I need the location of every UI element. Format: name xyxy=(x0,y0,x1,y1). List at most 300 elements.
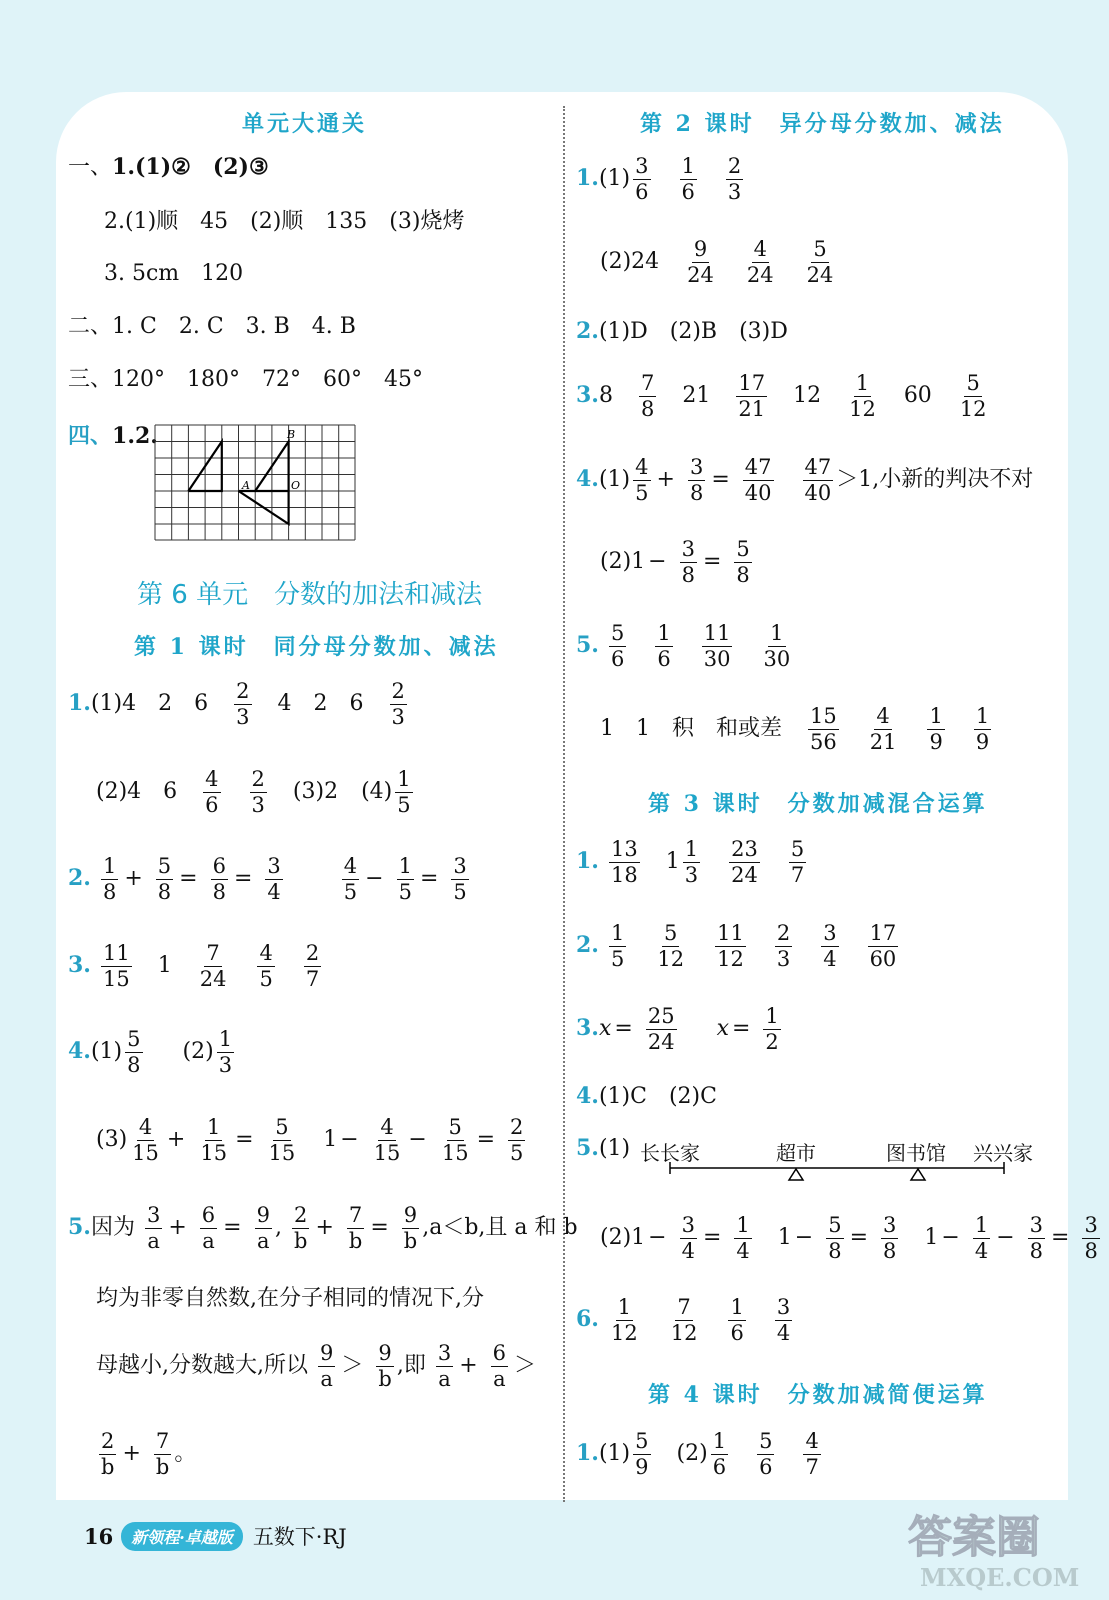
fraction xyxy=(255,1204,272,1252)
answer-text: ,即 xyxy=(396,1353,426,1379)
denominator: 8 xyxy=(102,879,117,904)
fraction xyxy=(868,922,899,970)
denominator: 8 xyxy=(640,396,655,421)
numerator: 1 xyxy=(398,854,412,878)
fraction xyxy=(757,1430,774,1478)
numerator: 7 xyxy=(348,1203,363,1227)
l2-answer-5b xyxy=(600,705,994,753)
fraction xyxy=(633,1430,650,1478)
denominator: 4 xyxy=(823,946,837,971)
numerator: 3 xyxy=(883,1213,897,1237)
numerator: 4 xyxy=(876,704,890,728)
fraction xyxy=(101,942,132,990)
section-title-unit-review: 单元大通关 xyxy=(242,111,368,137)
denominator: 12 xyxy=(657,946,685,971)
answer-text: 1 xyxy=(777,1225,792,1251)
numerator: 15 xyxy=(810,704,837,728)
answer-text: 。 xyxy=(174,1441,197,1467)
numerator: 5 xyxy=(127,1027,141,1051)
fraction xyxy=(927,705,944,753)
denominator: 12 xyxy=(717,946,744,971)
fraction xyxy=(372,1116,403,1164)
fraction xyxy=(821,922,838,970)
numerator: 4 xyxy=(259,941,273,965)
numerator: 3 xyxy=(635,154,649,178)
grid-label-a: A xyxy=(242,479,250,492)
denominator: 24 xyxy=(746,262,774,287)
numerator: 1 xyxy=(397,767,411,791)
numerator: 2 xyxy=(391,679,405,703)
q-num: 2. xyxy=(68,865,91,892)
fraction xyxy=(347,1204,364,1252)
denominator: 8 xyxy=(681,562,695,587)
book-label: 五数下·RJ xyxy=(252,1525,347,1549)
fraction xyxy=(775,922,792,970)
fraction xyxy=(688,456,705,504)
l1-answer-5-cont2: 母越小,分数越大,所以 $\frac{9}{a}$ ＞ $\frac{9}{b}$ ,即 $\frac{3}{a}$ + $\frac{6}{a}$ ＞ xyxy=(96,1341,537,1391)
fraction xyxy=(868,705,899,753)
fraction xyxy=(655,922,686,970)
denominator: 40 xyxy=(744,480,772,505)
fraction xyxy=(342,855,359,903)
l3-answer-2 xyxy=(576,922,901,970)
answer-text: 1.(1)② (2)③ xyxy=(112,154,269,180)
fraction xyxy=(156,855,173,903)
numerator: 17 xyxy=(869,921,897,945)
numerator: 5 xyxy=(157,854,172,878)
l2-answer-1a xyxy=(576,155,746,203)
denominator: 8 xyxy=(157,879,172,904)
fraction xyxy=(211,855,228,903)
fraction xyxy=(440,1116,471,1164)
numerator: 1 xyxy=(730,1295,744,1319)
answer-1-1 xyxy=(68,156,269,179)
l3-answer-5b: (2)1 − $\frac{3}{4}$ = $\frac{1}{4}$ 1 − $\frac{5}{8}$ = $\frac{3}{8}$ 1 − $\frac{1}{4}$ − $\frac{3}{8}$ = $\frac{3}{8}$ xyxy=(600,1213,1098,1263)
denominator: a xyxy=(438,1366,451,1391)
fraction xyxy=(491,1342,508,1390)
denominator: 7 xyxy=(805,1454,819,1479)
numerator: 1 xyxy=(855,371,870,395)
fraction xyxy=(267,1116,298,1164)
denominator: 9 xyxy=(929,729,943,754)
numerator: 2 xyxy=(510,1115,524,1139)
numerator: 1 xyxy=(102,854,117,878)
numerator: 5 xyxy=(664,921,678,945)
fraction xyxy=(250,768,267,816)
q-num: 4. xyxy=(576,1083,599,1109)
answer-text: (1)D (2)B (3)D xyxy=(598,319,788,344)
fraction xyxy=(789,838,806,886)
answer-text: ,a＜b,且 a 和 b xyxy=(422,1215,578,1241)
numerator: 6 xyxy=(201,1203,216,1227)
denominator: 5 xyxy=(397,792,411,817)
l1-answer-5-cont: 均为非零自然数,在分子相同的情况下,分 xyxy=(96,1286,484,1311)
q-num: 1. xyxy=(576,848,599,875)
numerator: 6 xyxy=(492,1341,507,1365)
answer-text: (1)4 2 6 xyxy=(90,691,209,717)
fraction xyxy=(680,538,697,586)
numerator: 9 xyxy=(693,237,708,261)
numerator: 7 xyxy=(677,1295,691,1319)
answer-text: 1 1 积 和或差 xyxy=(600,716,782,742)
fraction xyxy=(808,705,839,753)
l2-answer-1b xyxy=(600,238,838,286)
answer-text: (3) xyxy=(96,1127,128,1153)
q-num: 3. xyxy=(68,952,91,979)
fraction xyxy=(292,1204,309,1252)
denominator: 7 xyxy=(790,862,805,887)
q-num: 1. xyxy=(576,165,599,192)
numerator: 1 xyxy=(736,1213,750,1237)
denominator: 6 xyxy=(635,179,649,204)
l1-answer-2: 2. $\frac{1}{8}$ + $\frac{5}{8}$ = $\frac{6}{8}$ = $\frac{3}{4}$ $\frac{4}{5}$ − $\frac{1}{5}$ = $\frac{3}{5}$ xyxy=(68,854,467,904)
q-num: 5. xyxy=(68,1214,91,1241)
denominator: 24 xyxy=(687,262,714,287)
denominator: 6 xyxy=(205,792,219,817)
fraction xyxy=(130,1116,161,1164)
numerator: 5 xyxy=(966,371,980,395)
denominator: 5 xyxy=(398,879,412,904)
denominator: 30 xyxy=(703,646,731,671)
numerator: 3 xyxy=(146,1203,161,1227)
l3-answer-6 xyxy=(576,1296,795,1344)
denominator: 6 xyxy=(681,179,695,204)
column-divider xyxy=(563,106,565,1502)
l1-answer-4a xyxy=(68,1028,237,1076)
fraction xyxy=(154,1430,171,1478)
l2-answer-5a xyxy=(576,622,795,670)
fraction xyxy=(609,622,626,670)
fraction xyxy=(847,372,878,420)
numerator: 4 xyxy=(380,1115,394,1139)
fraction xyxy=(397,855,414,903)
denominator: 8 xyxy=(127,1052,141,1077)
numerator: 2 xyxy=(101,1429,115,1453)
numerator: 23 xyxy=(731,837,758,861)
answer-text: (3)2 xyxy=(292,779,339,805)
denominator: 30 xyxy=(763,646,791,671)
answer-text: 4 2 6 xyxy=(277,691,364,717)
numerator: 5 xyxy=(828,1213,842,1237)
answer-text: 因为 xyxy=(90,1215,135,1241)
q-num: 3. xyxy=(576,382,599,409)
answer-text: (2)1 xyxy=(600,1225,646,1251)
fraction xyxy=(775,1296,792,1344)
numerator: 3 xyxy=(1029,1213,1044,1237)
numerator: 47 xyxy=(744,455,772,479)
numerator: 1 xyxy=(770,621,784,645)
denominator: 6 xyxy=(730,1320,744,1345)
denominator: 9 xyxy=(975,729,990,754)
denominator: 5 xyxy=(510,1140,524,1165)
fraction xyxy=(304,942,321,990)
fraction xyxy=(609,1296,640,1344)
denominator: 6 xyxy=(610,646,625,671)
section-index: 二、 xyxy=(68,314,113,339)
answer-text: ＞1,小新的判决不对 xyxy=(836,467,1034,493)
numerator: 3 xyxy=(823,921,837,945)
denominator: 3 xyxy=(218,1052,233,1077)
answer-1-2: 2.(1)顺 45 (2)顺 135 (3)烧烤 xyxy=(104,209,465,234)
fraction xyxy=(655,622,672,670)
fraction xyxy=(805,238,836,286)
l1-answer-5: 5.因为 $\frac{3}{a}$ + $\frac{6}{a}$ = $\frac{9}{a}$ , $\frac{2}{b}$ + $\frac{7}{b}$ = $\frac{9}{b}$ ,a＜b,且 a 和 b xyxy=(68,1203,578,1253)
section-index: 三、 xyxy=(68,367,113,392)
watermark-logo xyxy=(900,1500,1100,1592)
q-num: 2. xyxy=(576,932,599,959)
numerator: 5 xyxy=(610,621,625,645)
numerator: 9 xyxy=(378,1341,392,1365)
denominator: b xyxy=(155,1454,170,1479)
fraction xyxy=(761,622,792,670)
numerator: 5 xyxy=(759,1429,773,1453)
numerator: 9 xyxy=(320,1341,334,1365)
page-footer xyxy=(84,1521,347,1551)
fraction xyxy=(1028,1214,1045,1262)
answer-2 xyxy=(68,316,356,338)
numerator: 1 xyxy=(975,704,990,728)
q-num: 5. xyxy=(576,1135,599,1161)
answer-text: 21 xyxy=(682,383,711,409)
numerator: 3 xyxy=(453,854,467,878)
fraction xyxy=(451,855,468,903)
answer-text: (2)24 xyxy=(600,249,660,275)
fraction xyxy=(803,456,834,504)
numerator: 25 xyxy=(647,1004,675,1028)
denominator: 3 xyxy=(251,792,265,817)
fraction xyxy=(728,1296,745,1344)
denominator: 24 xyxy=(731,862,758,887)
denominator: 5 xyxy=(343,879,358,904)
fraction xyxy=(200,1204,217,1252)
fraction xyxy=(685,238,716,286)
watermark-big: 答案圈 xyxy=(908,1512,1040,1563)
fraction xyxy=(974,705,991,753)
denominator: b xyxy=(101,1454,115,1479)
lesson-2-title: 第 2 课时 异分母分数加、减法 xyxy=(640,111,1005,137)
l2-answer-4a: 4.(1) $\frac{4}{5}$ + $\frac{3}{8}$ = $\frac{47}{40}$ $\frac{47}{40}$ ＞1,小新的判决不对 xyxy=(576,455,1034,505)
place-library: 图书馆 xyxy=(886,1141,946,1165)
numerator: 4 xyxy=(205,767,219,791)
denominator: 24 xyxy=(199,966,227,991)
l3-answer-1 xyxy=(576,838,809,886)
answer-text: 1.2. xyxy=(112,423,158,449)
q-num: 3. xyxy=(576,1015,599,1042)
answer-text: 1 xyxy=(323,1127,338,1153)
denominator: 8 xyxy=(883,1238,897,1263)
answer-text: 60 xyxy=(903,383,932,409)
denominator: 8 xyxy=(1084,1238,1098,1263)
denominator: a xyxy=(202,1228,215,1253)
numerator: 7 xyxy=(155,1429,170,1453)
place-supermarket: 超市 xyxy=(776,1141,816,1165)
denominator: 7 xyxy=(305,966,320,991)
numerator: 5 xyxy=(635,1429,649,1453)
fraction xyxy=(402,1204,419,1252)
page-number: 16 xyxy=(84,1523,114,1549)
numerator: 7 xyxy=(640,371,655,395)
q-num: 2. xyxy=(576,318,599,344)
numerator: 2 xyxy=(776,921,791,945)
denominator: 4 xyxy=(267,879,281,904)
numerator: 3 xyxy=(1084,1213,1098,1237)
numerator: 2 xyxy=(727,154,742,178)
numerator: 1 xyxy=(207,1115,221,1139)
numerator: 3 xyxy=(681,1213,695,1237)
l1-answer-3 xyxy=(68,942,324,990)
fraction xyxy=(639,372,656,420)
numerator: 2 xyxy=(236,679,250,703)
denominator: 6 xyxy=(657,646,671,671)
denominator: 4 xyxy=(974,1238,989,1263)
answer-text: (1) xyxy=(90,1039,123,1065)
fraction xyxy=(973,1214,990,1262)
numerator: 1 xyxy=(657,621,671,645)
q-num: 1. xyxy=(68,690,91,717)
numerator: 47 xyxy=(804,455,832,479)
denominator: b xyxy=(378,1366,392,1391)
watermark-small: MXQE.COM xyxy=(920,1563,1080,1592)
denominator: a xyxy=(493,1366,506,1391)
numerator: 5 xyxy=(275,1115,289,1139)
denominator: b xyxy=(403,1228,418,1253)
numerator: 7 xyxy=(206,941,220,965)
denominator: 3 xyxy=(776,946,791,971)
fraction xyxy=(1082,1214,1099,1262)
fraction xyxy=(726,155,743,203)
fraction xyxy=(683,838,700,886)
denominator: 15 xyxy=(441,1140,469,1165)
denominator: a xyxy=(147,1228,160,1253)
denominator: 3 xyxy=(236,704,250,729)
numerator: 2 xyxy=(305,941,320,965)
fraction xyxy=(217,1028,234,1076)
fraction xyxy=(198,1116,229,1164)
fraction xyxy=(633,456,650,504)
fraction xyxy=(376,1342,393,1390)
numerator: 13 xyxy=(610,837,638,861)
l1-answer-1a xyxy=(68,680,410,728)
fraction xyxy=(125,1028,142,1076)
place-chang: 长长家 xyxy=(640,1141,700,1165)
q-num: 5. xyxy=(576,632,599,659)
answer-text: (1) xyxy=(598,1441,631,1467)
fraction xyxy=(257,942,274,990)
route-line-diagram xyxy=(668,1160,1008,1184)
numerator: 4 xyxy=(805,1429,819,1453)
fraction xyxy=(99,1430,116,1478)
answer-text: 1. C 2. C 3. B 4. B xyxy=(112,314,356,339)
answer-text: 母越小,分数越大,所以 xyxy=(96,1353,308,1379)
denominator: 21 xyxy=(738,396,766,421)
fraction xyxy=(881,1214,898,1262)
l2-answer-4b: (2)1 − $\frac{3}{8}$ = $\frac{5}{8}$ xyxy=(600,537,750,587)
denominator: 15 xyxy=(200,1140,228,1165)
denominator: 4 xyxy=(736,1238,750,1263)
fraction xyxy=(680,155,697,203)
l1-answer-1b xyxy=(96,768,416,816)
l2-answer-2 xyxy=(576,320,788,343)
denominator: 12 xyxy=(959,396,987,421)
fraction xyxy=(763,1005,780,1053)
answer-text: 1 xyxy=(924,1225,939,1251)
rotation-grid-figure xyxy=(154,424,358,542)
q-num: 1. xyxy=(576,1440,599,1467)
q-num: 4. xyxy=(576,466,599,493)
fraction xyxy=(734,1214,751,1262)
denominator: 60 xyxy=(869,946,897,971)
denominator: b xyxy=(293,1228,308,1253)
fraction xyxy=(395,768,412,816)
numerator: 2 xyxy=(251,767,265,791)
numerator: 3 xyxy=(681,537,695,561)
denominator: 3 xyxy=(727,179,742,204)
l1-answer-5-cont3: $\frac{2}{b}$ + $\frac{7}{b}$ 。 xyxy=(101,1429,197,1479)
numerator: 4 xyxy=(343,854,358,878)
denominator: 12 xyxy=(610,1320,638,1345)
denominator: a xyxy=(257,1228,270,1253)
numerator: 11 xyxy=(703,621,731,645)
fraction xyxy=(711,1430,728,1478)
fraction xyxy=(743,456,774,504)
numerator: 1 xyxy=(765,1004,779,1028)
l4-answer-1 xyxy=(576,1430,824,1478)
fraction xyxy=(145,1204,162,1252)
fraction xyxy=(101,855,118,903)
denominator: 8 xyxy=(1029,1238,1044,1263)
answer-text: , xyxy=(274,1215,282,1241)
answer-4 xyxy=(68,425,158,448)
answer-text: (2)4 6 xyxy=(96,779,178,805)
denominator: 8 xyxy=(212,879,226,904)
numerator: 1 xyxy=(712,1429,727,1453)
denominator: 40 xyxy=(804,480,832,505)
numerator: 1 xyxy=(681,154,695,178)
section-index: 四、 xyxy=(68,423,113,449)
fraction xyxy=(826,1214,843,1262)
place-xing: 兴兴家 xyxy=(973,1141,1033,1165)
lesson-4-title: 第 4 课时 分数加减简便运算 xyxy=(648,1382,988,1408)
numerator: 11 xyxy=(717,921,744,945)
denominator: 56 xyxy=(810,729,837,754)
answer-text: 12 xyxy=(793,383,822,409)
fraction xyxy=(803,1430,820,1478)
numerator: 9 xyxy=(403,1203,418,1227)
denominator: 8 xyxy=(828,1238,842,1263)
numerator: 4 xyxy=(138,1115,153,1139)
numerator: 4 xyxy=(753,237,767,261)
numerator: 1 xyxy=(218,1027,233,1051)
lesson-1-title: 第 1 课时 同分母分数加、减法 xyxy=(134,634,499,660)
denominator: 21 xyxy=(869,729,897,754)
numerator: 2 xyxy=(294,1203,308,1227)
unit-title: 第 6 单元 分数的加法和减法 xyxy=(137,580,483,610)
numerator: 1 xyxy=(617,1295,632,1319)
denominator: 15 xyxy=(132,1140,159,1165)
denominator: 5 xyxy=(259,966,273,991)
denominator: 8 xyxy=(736,562,750,587)
answer-text: (1) xyxy=(598,166,631,192)
brand-badge: 新领程·卓越版 xyxy=(121,1522,243,1551)
answer-3 xyxy=(68,369,423,391)
fraction xyxy=(958,372,989,420)
fraction xyxy=(609,922,626,970)
fraction xyxy=(198,942,229,990)
fraction xyxy=(508,1116,525,1164)
answer-text: (2)1 xyxy=(600,549,646,575)
numerator: 3 xyxy=(267,854,281,878)
l2-answer-3 xyxy=(576,372,992,420)
